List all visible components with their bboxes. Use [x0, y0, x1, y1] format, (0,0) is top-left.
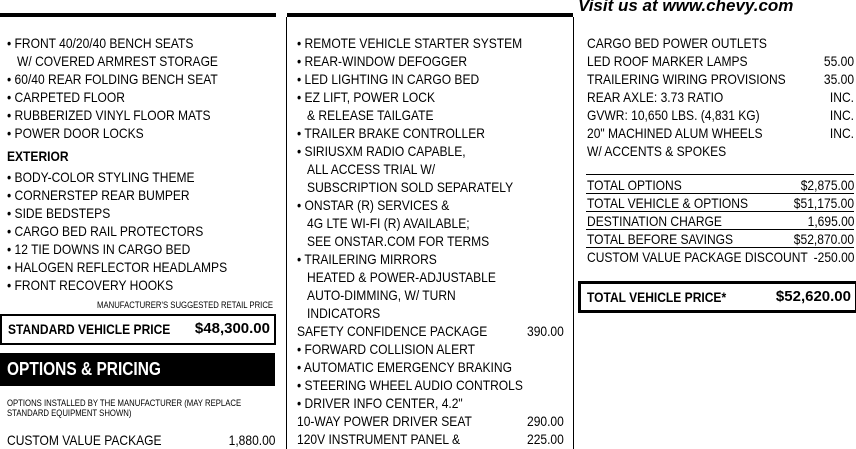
list-item: • STEERING WHEEL AUDIO CONTROLS — [297, 377, 523, 393]
list-item: • FORWARD COLLISION ALERT — [297, 341, 475, 357]
list-item: • 12 TIE DOWNS IN CARGO BED — [7, 241, 191, 257]
option-price: INC. — [829, 125, 854, 141]
option-price: 35.00 — [823, 71, 854, 87]
standard-vehicle-price-box — [0, 314, 276, 345]
list-item: GVWR: 10,650 LBS. (4,831 KG) — [587, 107, 760, 123]
list-item: 10-WAY POWER DRIVER SEAT — [297, 413, 472, 429]
column-divider-2 — [573, 17, 574, 449]
list-item: • POWER DOOR LOCKS — [7, 125, 144, 141]
list-item: W/ ACCENTS & SPOKES — [587, 143, 727, 159]
list-item: • DRIVER INFO CENTER, 4.2" — [297, 395, 463, 411]
totals-label: TOTAL BEFORE SAVINGS — [587, 231, 734, 247]
exterior-heading: EXTERIOR — [7, 148, 69, 164]
totals-label: DESTINATION CHARGE — [587, 213, 722, 229]
totals-label: TOTAL OPTIONS — [587, 177, 682, 193]
option-price: INC. — [829, 89, 854, 105]
totals-top-rule — [586, 174, 854, 175]
list-item: INDICATORS — [297, 305, 381, 321]
custom-value-package-price: 1,880.00 — [228, 432, 275, 448]
top-rule-col2 — [287, 13, 573, 17]
list-item: • REAR-WINDOW DEFOGGER — [297, 53, 468, 69]
list-item: • LED LIGHTING IN CARGO BED — [297, 71, 480, 87]
list-item: CARGO BED POWER OUTLETS — [587, 35, 767, 51]
totals-value: -250.00 — [813, 249, 854, 265]
list-item: • AUTOMATIC EMERGENCY BRAKING — [297, 359, 512, 375]
list-item: • ONSTAR (R) SERVICES & — [297, 197, 450, 213]
totals-label: CUSTOM VALUE PACKAGE DISCOUNT — [587, 249, 808, 265]
custom-value-package-label: CUSTOM VALUE PACKAGE — [7, 432, 162, 448]
option-price: INC. — [829, 107, 854, 123]
option-price: 55.00 — [823, 53, 854, 69]
totals-value: 1,695.00 — [807, 213, 854, 229]
total-vehicle-price-box — [578, 281, 856, 313]
website-banner: Visit us at www.chevy.com — [578, 0, 794, 15]
list-item: & RELEASE TAILGATE — [297, 107, 434, 123]
options-note: OPTIONS INSTALLED BY THE MANUFACTURER (MAY REPLACE STANDARD EQUIPMENT SHOWN) — [7, 398, 242, 418]
list-item: • FRONT 40/20/40 BENCH SEATS — [7, 35, 194, 51]
list-item: • HALOGEN REFLECTOR HEADLAMPS — [7, 259, 228, 275]
top-rule-col1 — [0, 13, 276, 17]
total-vehicle-price-value: $52,620.00 — [775, 288, 851, 305]
list-item: 20" MACHINED ALUM WHEELS — [587, 125, 763, 141]
list-item: • REMOTE VEHICLE STARTER SYSTEM — [297, 35, 523, 51]
list-item: SUBSCRIPTION SOLD SEPARATELY — [297, 179, 514, 195]
option-price: 390.00 — [527, 323, 564, 339]
totals-value: $2,875.00 — [800, 177, 854, 193]
totals-label: TOTAL VEHICLE & OPTIONS — [587, 195, 749, 211]
list-item: ALL ACCESS TRIAL W/ — [297, 161, 436, 177]
list-item: • TRAILER BRAKE CONTROLLER — [297, 125, 485, 141]
list-item: • CORNERSTEP REAR BUMPER — [7, 187, 190, 203]
list-item: • SIRIUSXM RADIO CAPABLE, — [297, 143, 466, 159]
list-item: AUTO-DIMMING, W/ TURN — [297, 287, 456, 303]
list-item: LED ROOF MARKER LAMPS — [587, 53, 748, 69]
list-item: • EZ LIFT, POWER LOCK — [297, 89, 436, 105]
list-item: • SIDE BEDSTEPS — [7, 205, 111, 221]
msrp-note: MANUFACTURER'S SUGGESTED RETAIL PRICE — [97, 300, 274, 310]
option-price: 290.00 — [527, 413, 564, 429]
list-item: • TRAILERING MIRRORS — [297, 251, 437, 267]
list-item: SAFETY CONFIDENCE PACKAGE — [297, 323, 488, 339]
list-item: • RUBBERIZED VINYL FLOOR MATS — [7, 107, 211, 123]
list-item: • FRONT RECOVERY HOOKS — [7, 277, 174, 293]
list-item: • BODY-COLOR STYLING THEME — [7, 169, 195, 185]
standard-price-label: STANDARD VEHICLE PRICE — [8, 321, 171, 337]
list-item: REAR AXLE: 3.73 RATIO — [587, 89, 724, 105]
list-item: TRAILERING WIRING PROVISIONS — [587, 71, 786, 87]
list-item: 120V INSTRUMENT PANEL & — [297, 431, 461, 447]
options-pricing-heading: OPTIONS & PRICING — [0, 353, 275, 386]
column-divider-1 — [286, 17, 287, 449]
totals-value: $51,175.00 — [793, 195, 854, 211]
list-item: HEATED & POWER-ADJUSTABLE — [297, 269, 496, 285]
total-vehicle-price-label: TOTAL VEHICLE PRICE* — [587, 289, 727, 305]
standard-price-value: $48,300.00 — [194, 320, 270, 337]
list-item: 4G LTE WI-FI (R) AVAILABLE; — [297, 215, 470, 231]
list-item: • CARPETED FLOOR — [7, 89, 125, 105]
totals-value: $52,870.00 — [793, 231, 854, 247]
list-item: • CARGO BED RAIL PROTECTORS — [7, 223, 204, 239]
option-price: 225.00 — [527, 431, 564, 447]
list-item: W/ COVERED ARMREST STORAGE — [7, 53, 218, 69]
list-item: • 60/40 REAR FOLDING BENCH SEAT — [7, 71, 218, 87]
list-item: SEE ONSTAR.COM FOR TERMS — [297, 233, 490, 249]
